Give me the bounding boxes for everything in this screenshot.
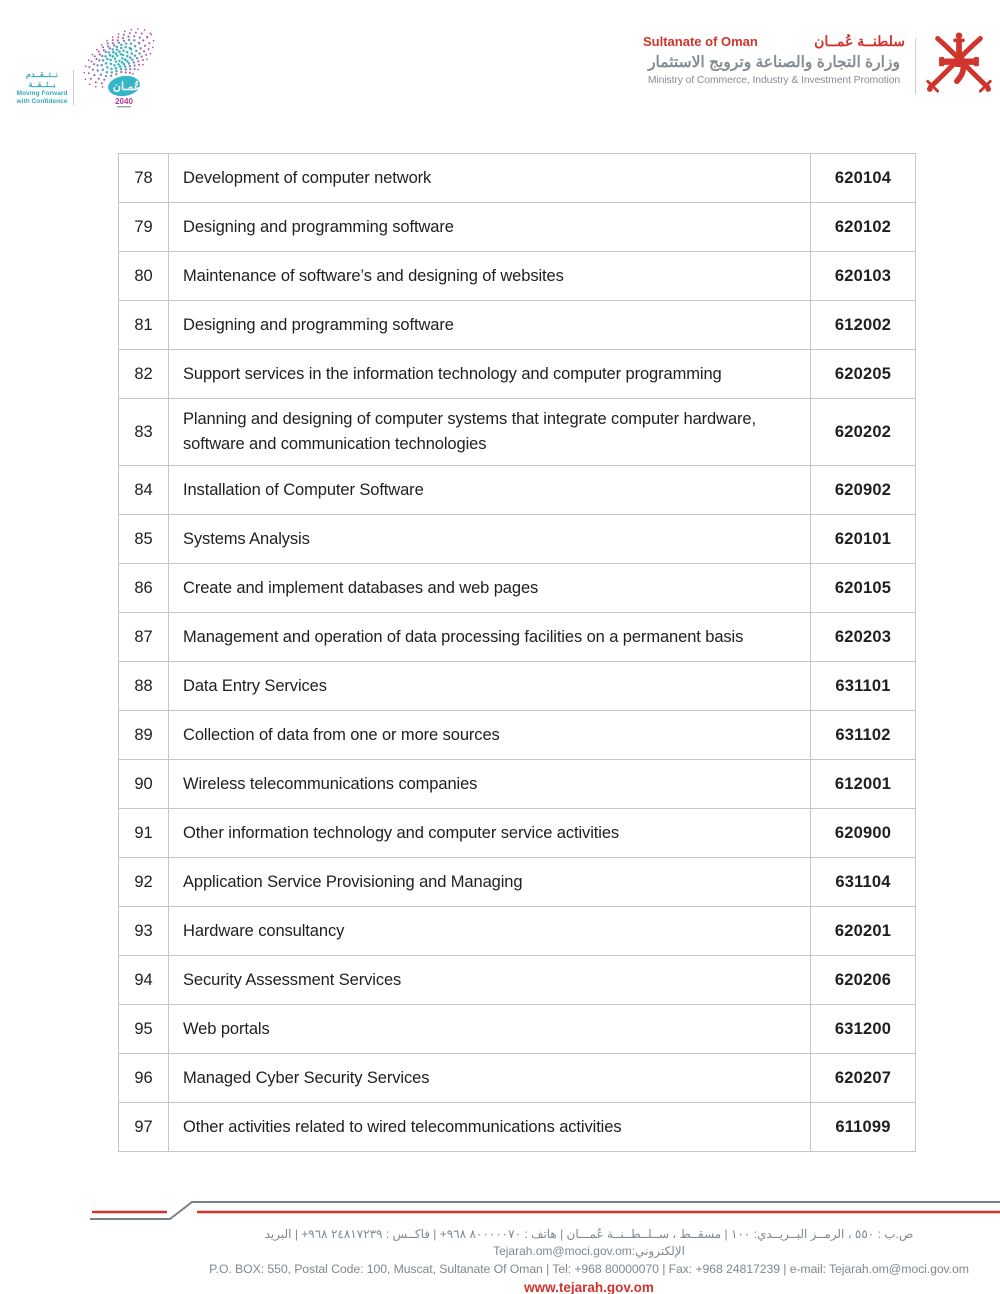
row-number: 83 xyxy=(119,399,169,466)
table-row xyxy=(119,858,916,907)
footer-website-link[interactable]: www.tejarah.gov.om xyxy=(524,1280,654,1294)
vision-tagline-english-line2: with Confidence xyxy=(16,97,68,105)
row-code: 612001 xyxy=(811,760,916,809)
row-number: 84 xyxy=(119,466,169,515)
row-description: Maintenance of software’s and designing of websites xyxy=(169,252,811,301)
row-number: 92 xyxy=(119,858,169,907)
row-number: 91 xyxy=(119,809,169,858)
row-description: Development of computer network xyxy=(169,154,811,203)
row-number: 82 xyxy=(119,350,169,399)
row-number: 79 xyxy=(119,203,169,252)
row-description: Planning and designing of computer systems that integrate computer hardware, software and communication technologies xyxy=(169,399,811,466)
table-row xyxy=(119,760,916,809)
row-description: Installation of Computer Software xyxy=(169,466,811,515)
table-row xyxy=(119,711,916,760)
table-row xyxy=(119,956,916,1005)
table-row xyxy=(119,907,916,956)
row-code: 631102 xyxy=(811,711,916,760)
row-number: 96 xyxy=(119,1054,169,1103)
row-number: 86 xyxy=(119,564,169,613)
row-description: Support services in the information technology and computer programming xyxy=(169,350,811,399)
row-code: 620104 xyxy=(811,154,916,203)
table-row xyxy=(119,1103,916,1152)
oman-vision-2040-logo xyxy=(10,12,190,112)
oman-national-emblem-icon xyxy=(922,30,996,94)
row-description: Designing and programming software xyxy=(169,301,811,350)
table-row xyxy=(119,350,916,399)
row-number: 80 xyxy=(119,252,169,301)
row-description: Create and implement databases and web pages xyxy=(169,564,811,613)
row-number: 85 xyxy=(119,515,169,564)
activities-table xyxy=(118,153,916,1152)
row-code: 620201 xyxy=(811,907,916,956)
row-number: 89 xyxy=(119,711,169,760)
table-row xyxy=(119,203,916,252)
row-code: 620205 xyxy=(811,350,916,399)
row-number: 87 xyxy=(119,613,169,662)
footer-decorative-lines xyxy=(0,1196,1000,1224)
footer xyxy=(190,1226,988,1294)
sultanate-of-oman-english: Sultanate of Oman xyxy=(643,34,758,49)
ministry-name-english: Ministry of Commerce, Industry & Investment Promotion xyxy=(647,75,901,86)
activities-table-body xyxy=(119,154,916,1152)
row-code: 620203 xyxy=(811,613,916,662)
row-description: Management and operation of data processing facilities on a permanent basis xyxy=(169,613,811,662)
row-code: 620900 xyxy=(811,809,916,858)
vision-2040-swirl-icon xyxy=(62,16,187,114)
table-row xyxy=(119,613,916,662)
row-code: 620101 xyxy=(811,515,916,564)
row-code: 611099 xyxy=(811,1103,916,1152)
sultanate-line xyxy=(643,33,905,50)
row-code: 631104 xyxy=(811,858,916,907)
vision-tagline-english-line1: Moving Forward xyxy=(16,90,68,97)
row-number: 93 xyxy=(119,907,169,956)
row-code: 620105 xyxy=(811,564,916,613)
row-number: 88 xyxy=(119,662,169,711)
row-number: 95 xyxy=(119,1005,169,1054)
row-code: 631200 xyxy=(811,1005,916,1054)
row-code: 620206 xyxy=(811,956,916,1005)
row-number: 97 xyxy=(119,1103,169,1152)
row-description: Data Entry Services xyxy=(169,662,811,711)
vision-title-arabic: رؤية عُمـان xyxy=(112,81,164,93)
table-row xyxy=(119,301,916,350)
table-row xyxy=(119,154,916,203)
table-row xyxy=(119,662,916,711)
row-number: 78 xyxy=(119,154,169,203)
row-code: 612002 xyxy=(811,301,916,350)
table-row xyxy=(119,252,916,301)
table-row xyxy=(119,809,916,858)
table-row xyxy=(119,564,916,613)
row-code: 620102 xyxy=(811,203,916,252)
header-divider xyxy=(915,38,916,94)
table-row xyxy=(119,466,916,515)
table-row xyxy=(119,515,916,564)
table-row xyxy=(119,1005,916,1054)
row-description: Hardware consultancy xyxy=(169,907,811,956)
row-number: 90 xyxy=(119,760,169,809)
row-description: Wireless telecommunications companies xyxy=(169,760,811,809)
row-code: 620207 xyxy=(811,1054,916,1103)
sultanate-of-oman-arabic: سلطنــة عُمــان xyxy=(814,33,905,49)
row-description: Collection of data from one or more sources xyxy=(169,711,811,760)
ministry-header xyxy=(643,33,905,86)
table-row xyxy=(119,399,916,466)
row-description: Managed Cyber Security Services xyxy=(169,1054,811,1103)
row-description: Other information technology and computer service activities xyxy=(169,809,811,858)
footer-address-english: P.O. BOX: 550, Postal Code: 100, Muscat, Sultanate Of Oman | Tel: +968 80000070 | Fax: +968 24817239 | e-mail: Tejarah.om@moci.gov.om xyxy=(209,1262,969,1276)
row-description: Application Service Provisioning and Managing xyxy=(169,858,811,907)
row-code: 631101 xyxy=(811,662,916,711)
table-row xyxy=(119,1054,916,1103)
vision-year: 2040 xyxy=(115,97,133,106)
vision-tagline-arabic: نــتــقــدم بــثــقــة xyxy=(26,70,58,89)
row-number: 94 xyxy=(119,956,169,1005)
row-number: 81 xyxy=(119,301,169,350)
ministry-name-arabic: وزارة التجارة والصناعة وترويج الاستثمار xyxy=(648,54,900,71)
row-code: 620902 xyxy=(811,466,916,515)
row-code: 620103 xyxy=(811,252,916,301)
row-description: Designing and programming software xyxy=(169,203,811,252)
row-description: Other activities related to wired telecommunications activities xyxy=(169,1103,811,1152)
row-description: Security Assessment Services xyxy=(169,956,811,1005)
row-code: 620202 xyxy=(811,399,916,466)
footer-address-arabic: ص.ب : ٥٥٠ ، الرمــز البــريــدي: ١٠٠ | مسقــط ، ســلــطــنــة عُمـــان | هاتف : ٨٠٠٠٠٠٧٠ ٩٦٨+ | فاكــس : ٢٤٨١٧٢٣٩ ٩٦٨+ | البريد الإلكتروني:Tejarah.om@moci.gov.om xyxy=(264,1227,914,1258)
row-description: Systems Analysis xyxy=(169,515,811,564)
row-description: Web portals xyxy=(169,1005,811,1054)
